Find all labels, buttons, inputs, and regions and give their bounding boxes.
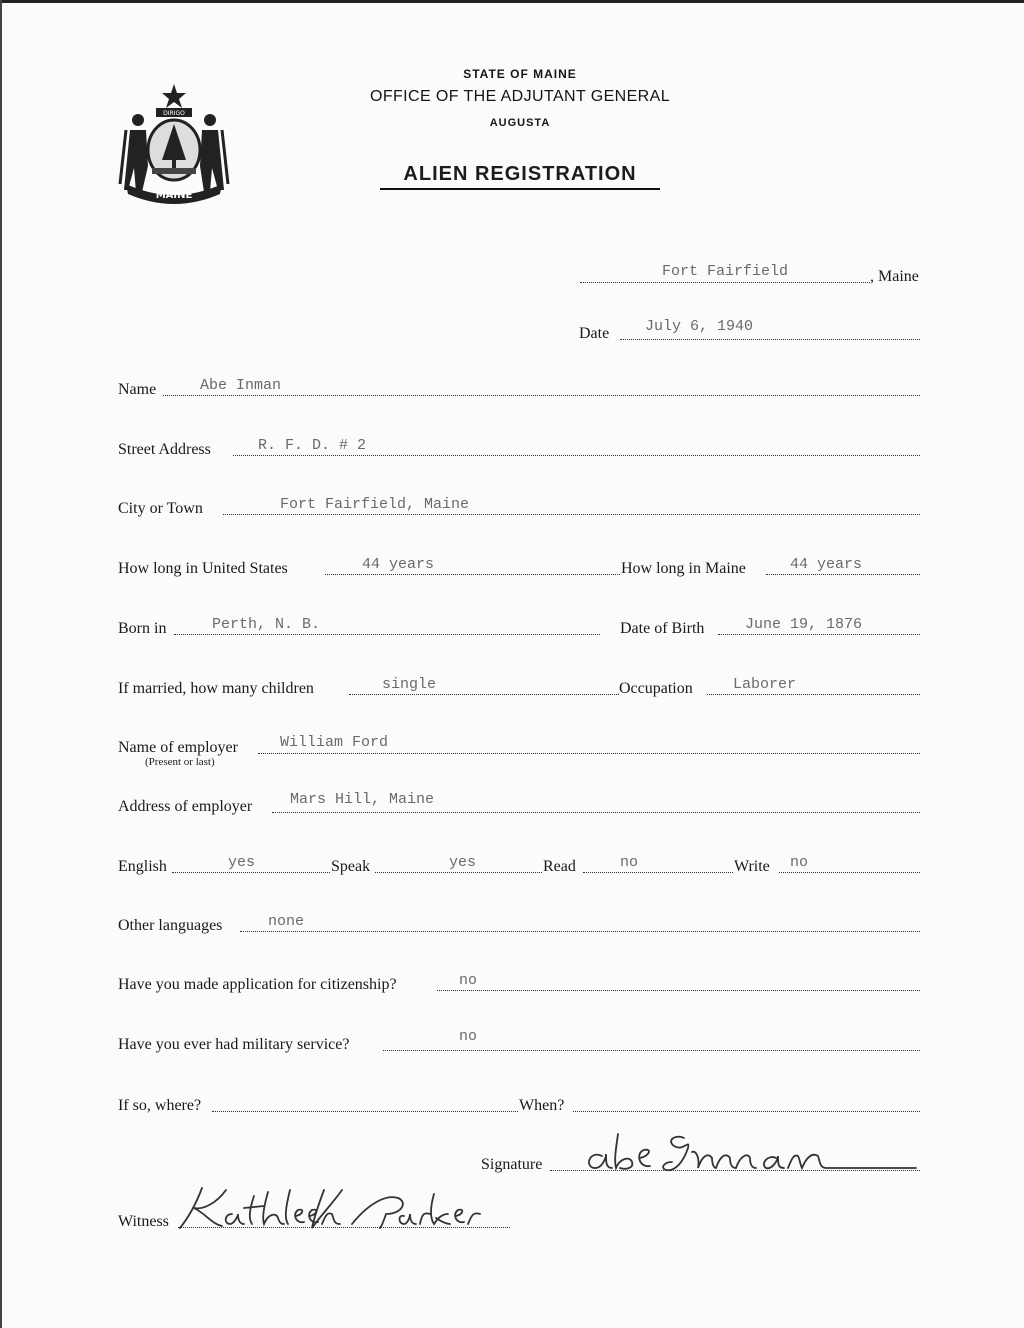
employer-address-value[interactable]: Mars Hill, Maine bbox=[290, 791, 435, 808]
office-heading: OFFICE OF THE ADJUTANT GENERAL bbox=[369, 88, 671, 105]
employer-name-value[interactable]: William Ford bbox=[280, 734, 389, 751]
employer-name-label: Name of employer bbox=[118, 739, 238, 756]
occupation-label: Occupation bbox=[619, 680, 693, 697]
street-address-value[interactable]: R. F. D. # 2 bbox=[258, 437, 367, 454]
date-label: Date bbox=[579, 325, 610, 342]
children-value[interactable]: single bbox=[382, 676, 437, 693]
born-in-value[interactable]: Perth, N. B. bbox=[212, 616, 321, 633]
top-border bbox=[0, 0, 1024, 3]
citizenship-value[interactable]: no bbox=[459, 972, 478, 989]
children-label: If married, how many children bbox=[118, 680, 314, 697]
military-service-value[interactable]: no bbox=[459, 1028, 478, 1045]
when-label: When? bbox=[519, 1097, 565, 1114]
place-suffix: , Maine bbox=[870, 268, 919, 285]
write-label: Write bbox=[734, 858, 770, 875]
employer-address-label: Address of employer bbox=[118, 798, 253, 815]
svg-text:DIRIGO: DIRIGO bbox=[163, 110, 185, 117]
speak-value[interactable]: yes bbox=[449, 854, 477, 871]
write-value[interactable]: no bbox=[790, 854, 809, 871]
employer-name-sublabel: (Present or last) bbox=[145, 756, 215, 768]
witness-label: Witness bbox=[118, 1213, 169, 1230]
where-label: If so, where? bbox=[118, 1097, 202, 1114]
city-heading: AUGUSTA bbox=[489, 117, 551, 129]
street-address-label: Street Address bbox=[118, 441, 211, 458]
form-title: ALIEN REGISTRATION bbox=[380, 163, 660, 190]
date-of-birth-value[interactable]: June 19, 1876 bbox=[745, 616, 863, 633]
speak-label: Speak bbox=[331, 858, 371, 875]
english-value[interactable]: yes bbox=[228, 854, 256, 871]
born-in-label: Born in bbox=[118, 620, 167, 637]
read-label: Read bbox=[543, 858, 576, 875]
signature-label: Signature bbox=[481, 1156, 543, 1173]
how-long-us-value[interactable]: 44 years bbox=[362, 556, 435, 573]
svg-text:MAINE: MAINE bbox=[155, 190, 193, 201]
city-town-value[interactable]: Fort Fairfield, Maine bbox=[280, 496, 470, 513]
other-languages-value[interactable]: none bbox=[268, 913, 305, 930]
date-value[interactable]: July 6, 1940 bbox=[645, 318, 754, 335]
place-value[interactable]: Fort Fairfield bbox=[662, 263, 789, 280]
name-label: Name bbox=[118, 381, 157, 398]
military-service-label: Have you ever had military service? bbox=[118, 1036, 350, 1053]
english-label: English bbox=[118, 858, 167, 875]
date-of-birth-label: Date of Birth bbox=[620, 620, 705, 637]
signature-handwriting bbox=[580, 1128, 920, 1178]
state-heading: STATE OF MAINE bbox=[463, 67, 577, 81]
how-long-maine-label: How long in Maine bbox=[621, 560, 746, 577]
city-town-label: City or Town bbox=[118, 500, 203, 517]
name-value[interactable]: Abe Inman bbox=[200, 377, 282, 394]
other-languages-label: Other languages bbox=[118, 917, 223, 934]
citizenship-label: Have you made application for citizenship? bbox=[118, 976, 397, 993]
left-border bbox=[0, 0, 2, 1328]
witness-handwriting bbox=[172, 1184, 502, 1234]
occupation-value[interactable]: Laborer bbox=[733, 676, 797, 693]
how-long-maine-value[interactable]: 44 years bbox=[790, 556, 863, 573]
how-long-us-label: How long in United States bbox=[118, 560, 288, 577]
read-value[interactable]: no bbox=[620, 854, 639, 871]
